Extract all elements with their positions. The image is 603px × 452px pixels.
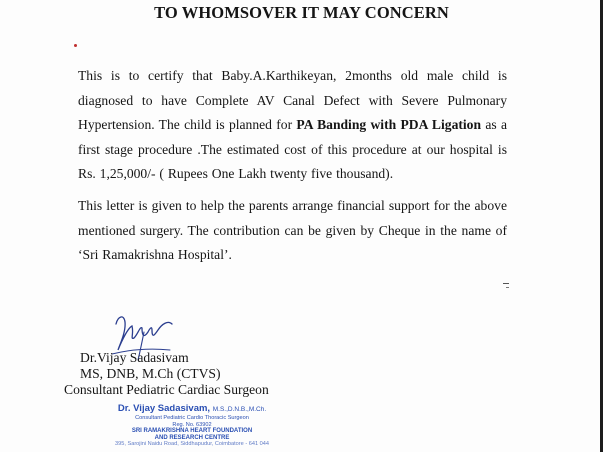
red-dot-mark [74,44,77,47]
letter-heading: TO WHOMSOVER IT MAY CONCERN [154,3,449,22]
paragraph1-line3-start: Hypertension. The child is planned for [78,117,293,132]
doctor-stamp [92,404,292,448]
paragraph-certification [78,64,507,187]
paragraph2-line3: ‘Sri Ramakrishna Hospital’. [78,247,232,262]
stamp-line4: AND RESEARCH CENTRE [154,434,230,441]
paragraph1-line5: Rs. 1,25,000/- ( Rupees One Lakh twenty five thousand). [78,166,394,181]
stamp-line5: 395, Sarojini Naidu Road, Siddhapudur, Coimbatore - 641 044 [115,441,269,448]
stamp-name: Dr. Vijay Sadasivam, [117,403,211,414]
procedure-name: PA Banding with PDA Ligation [296,117,482,132]
stamp-degrees: M.S.,D.N.B.,M.Ch. [212,406,267,413]
stamp-name-line [92,404,292,415]
stamp-line1: Consultant Pediatric Cardio Thoracic Surgeon [135,415,249,421]
signatory-title: Consultant Pediatric Cardiac Surgeon [64,382,269,397]
stamp-line2: Reg. No. 63902 [172,421,212,428]
paragraph2-line1: This letter is given to help the parents arrange financial support for the above [78,198,507,213]
paragraph1-line2: diagnosed to have Complete AV Canal Defect with Severe Pulmonary [78,92,507,108]
signatory-block [64,350,269,398]
signatory-degrees: MS, DNB, M.Ch (CTVS) [80,366,221,381]
pen-mark-small [506,287,509,288]
stamp-line3: SRI RAMAKRISHNA HEART FOUNDATION [131,428,253,435]
paragraph2-line2: mentioned surgery. The contribution can be given by Cheque in the name of [78,222,507,238]
pen-mark [503,283,509,284]
paragraph1-line3-end: as a [485,117,507,132]
paragraph-support [78,194,507,268]
paragraph1-line3 [78,113,507,138]
paragraph1-line1: This is to certify that Baby.A.Karthikeyan, 2months old male child is [78,68,507,83]
signatory-name: Dr.Vijay Sadasivam [80,350,189,365]
paragraph1-line4: first stage procedure .The estimated cost of this procedure at our hospital is [78,141,507,157]
